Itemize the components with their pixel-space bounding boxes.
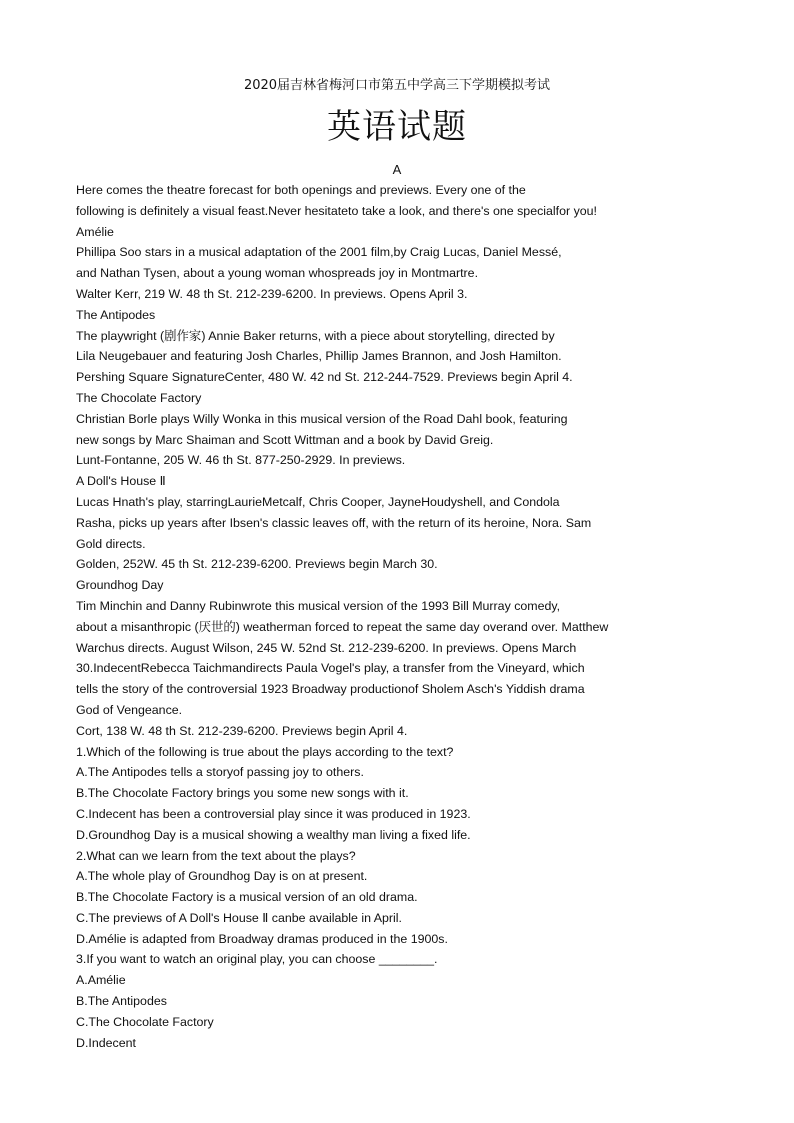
question-1-option-a: A.The Antipodes tells a storyof passing joy to others. (76, 765, 364, 780)
question-3-option-a: A.Amélie (76, 973, 126, 988)
venue-line: Cort, 138 W. 48 th St. 212-239-6200. Previews begin April 4. (76, 723, 408, 738)
play-title: The Chocolate Factory (76, 390, 202, 405)
question-2: 2.What can we learn from the text about the plays? (76, 848, 356, 863)
question-2-option-b: B.The Chocolate Factory is a musical version of an old drama. (76, 890, 418, 905)
text-line: Christian Borle plays Willy Wonka in this musical version of the Road Dahl book, featuring (76, 411, 568, 426)
play-title: Amélie (76, 224, 114, 239)
question-2-option-c: C.The previews of A Doll's House Ⅱ canbe available in April. (76, 910, 402, 925)
play-title: The Antipodes (76, 307, 156, 322)
text-line: Here comes the theatre forecast for both openings and previews. Every one of the (76, 183, 526, 197)
venue-line: Golden, 252W. 45 th St. 212-239-6200. Previews begin March 30. (76, 557, 438, 572)
venue-line: Walter Kerr, 219 W. 48 th St. 212-239-6200. In previews. Opens April 3. (76, 286, 468, 301)
text-line: Phillipa Soo stars in a musical adaptation of the 2001 film,by Craig Lucas, Daniel Messé, (76, 245, 562, 260)
question-3-option-d: D.Indecent (76, 1035, 136, 1050)
passage-body (76, 180, 726, 1053)
text-line: Gold directs. (76, 536, 146, 551)
text-line: Warchus directs. August Wilson, 245 W. 52nd St. 212-239-6200. In previews. Opens March (76, 640, 577, 655)
text-line: about a misanthropic (厌世的) weatherman forced to repeat the same day overand over. Matthew (76, 619, 609, 634)
question-1-option-c: C.Indecent has been a controversial play since it was produced in 1923. (76, 806, 471, 821)
question-2-option-d: D.Amélie is adapted from Broadway dramas produced in the 1900s. (76, 931, 448, 946)
venue-line: Lunt-Fontanne, 205 W. 46 th St. 877-250-2929. In previews. (76, 453, 406, 468)
venue-line: Pershing Square SignatureCenter, 480 W. 42 nd St. 212-244-7529. Previews begin April 4. (76, 370, 573, 385)
question-3-option-c: C.The Chocolate Factory (76, 1014, 214, 1029)
text-line: Tim Minchin and Danny Rubinwrote this musical version of the 1993 Bill Murray comedy, (76, 598, 561, 613)
text-line: Lucas Hnath's play, starringLaurieMetcalf, Chris Cooper, JayneHoudyshell, and Condola (76, 494, 560, 509)
section-label: A (392, 162, 402, 177)
exam-header: 2020届吉林省梅河口市第五中学高三下学期模拟考试 (243, 78, 551, 93)
text-line: 30.IndecentRebecca Taichmandirects Paula Vogel's play, a transfer from the Vineyard, which (76, 661, 585, 676)
subject-title: 英语试题 (327, 107, 467, 147)
text-line: Rasha, picks up years after Ibsen's classic leaves off, with the return of its heroine, Nora. Sam (76, 515, 592, 530)
text-line: following is definitely a visual feast.Never hesitateto take a look, and there's one specialfor you! (76, 203, 597, 218)
text-line: God of Vengeance. (76, 702, 183, 717)
text-line: new songs by Marc Shaiman and Scott Wittman and a book by David Greig. (76, 432, 494, 447)
text-line: Lila Neugebauer and featuring Josh Charles, Phillip James Brannon, and Josh Hamilton. (76, 349, 562, 364)
question-1: 1.Which of the following is true about the plays according to the text? (76, 744, 454, 759)
text-line: and Nathan Tysen, about a young woman whospreads joy in Montmartre. (76, 266, 479, 281)
question-1-option-d: D.Groundhog Day is a musical showing a wealthy man living a fixed life. (76, 827, 471, 842)
question-1-option-b: B.The Chocolate Factory brings you some new songs with it. (76, 786, 409, 801)
question-3: 3.If you want to watch an original play, you can choose ________. (76, 952, 438, 967)
play-title: A Doll's House Ⅱ (76, 474, 166, 489)
text-line: The playwright (剧作家) Annie Baker returns, with a piece about storytelling, directed by (76, 328, 555, 343)
play-title: Groundhog Day (76, 578, 164, 593)
text-line: tells the story of the controversial 1923 Broadway productionof Sholem Asch's Yiddish drama (76, 682, 585, 697)
question-2-option-a: A.The whole play of Groundhog Day is on at present. (76, 869, 368, 884)
question-3-option-b: B.The Antipodes (76, 994, 167, 1009)
